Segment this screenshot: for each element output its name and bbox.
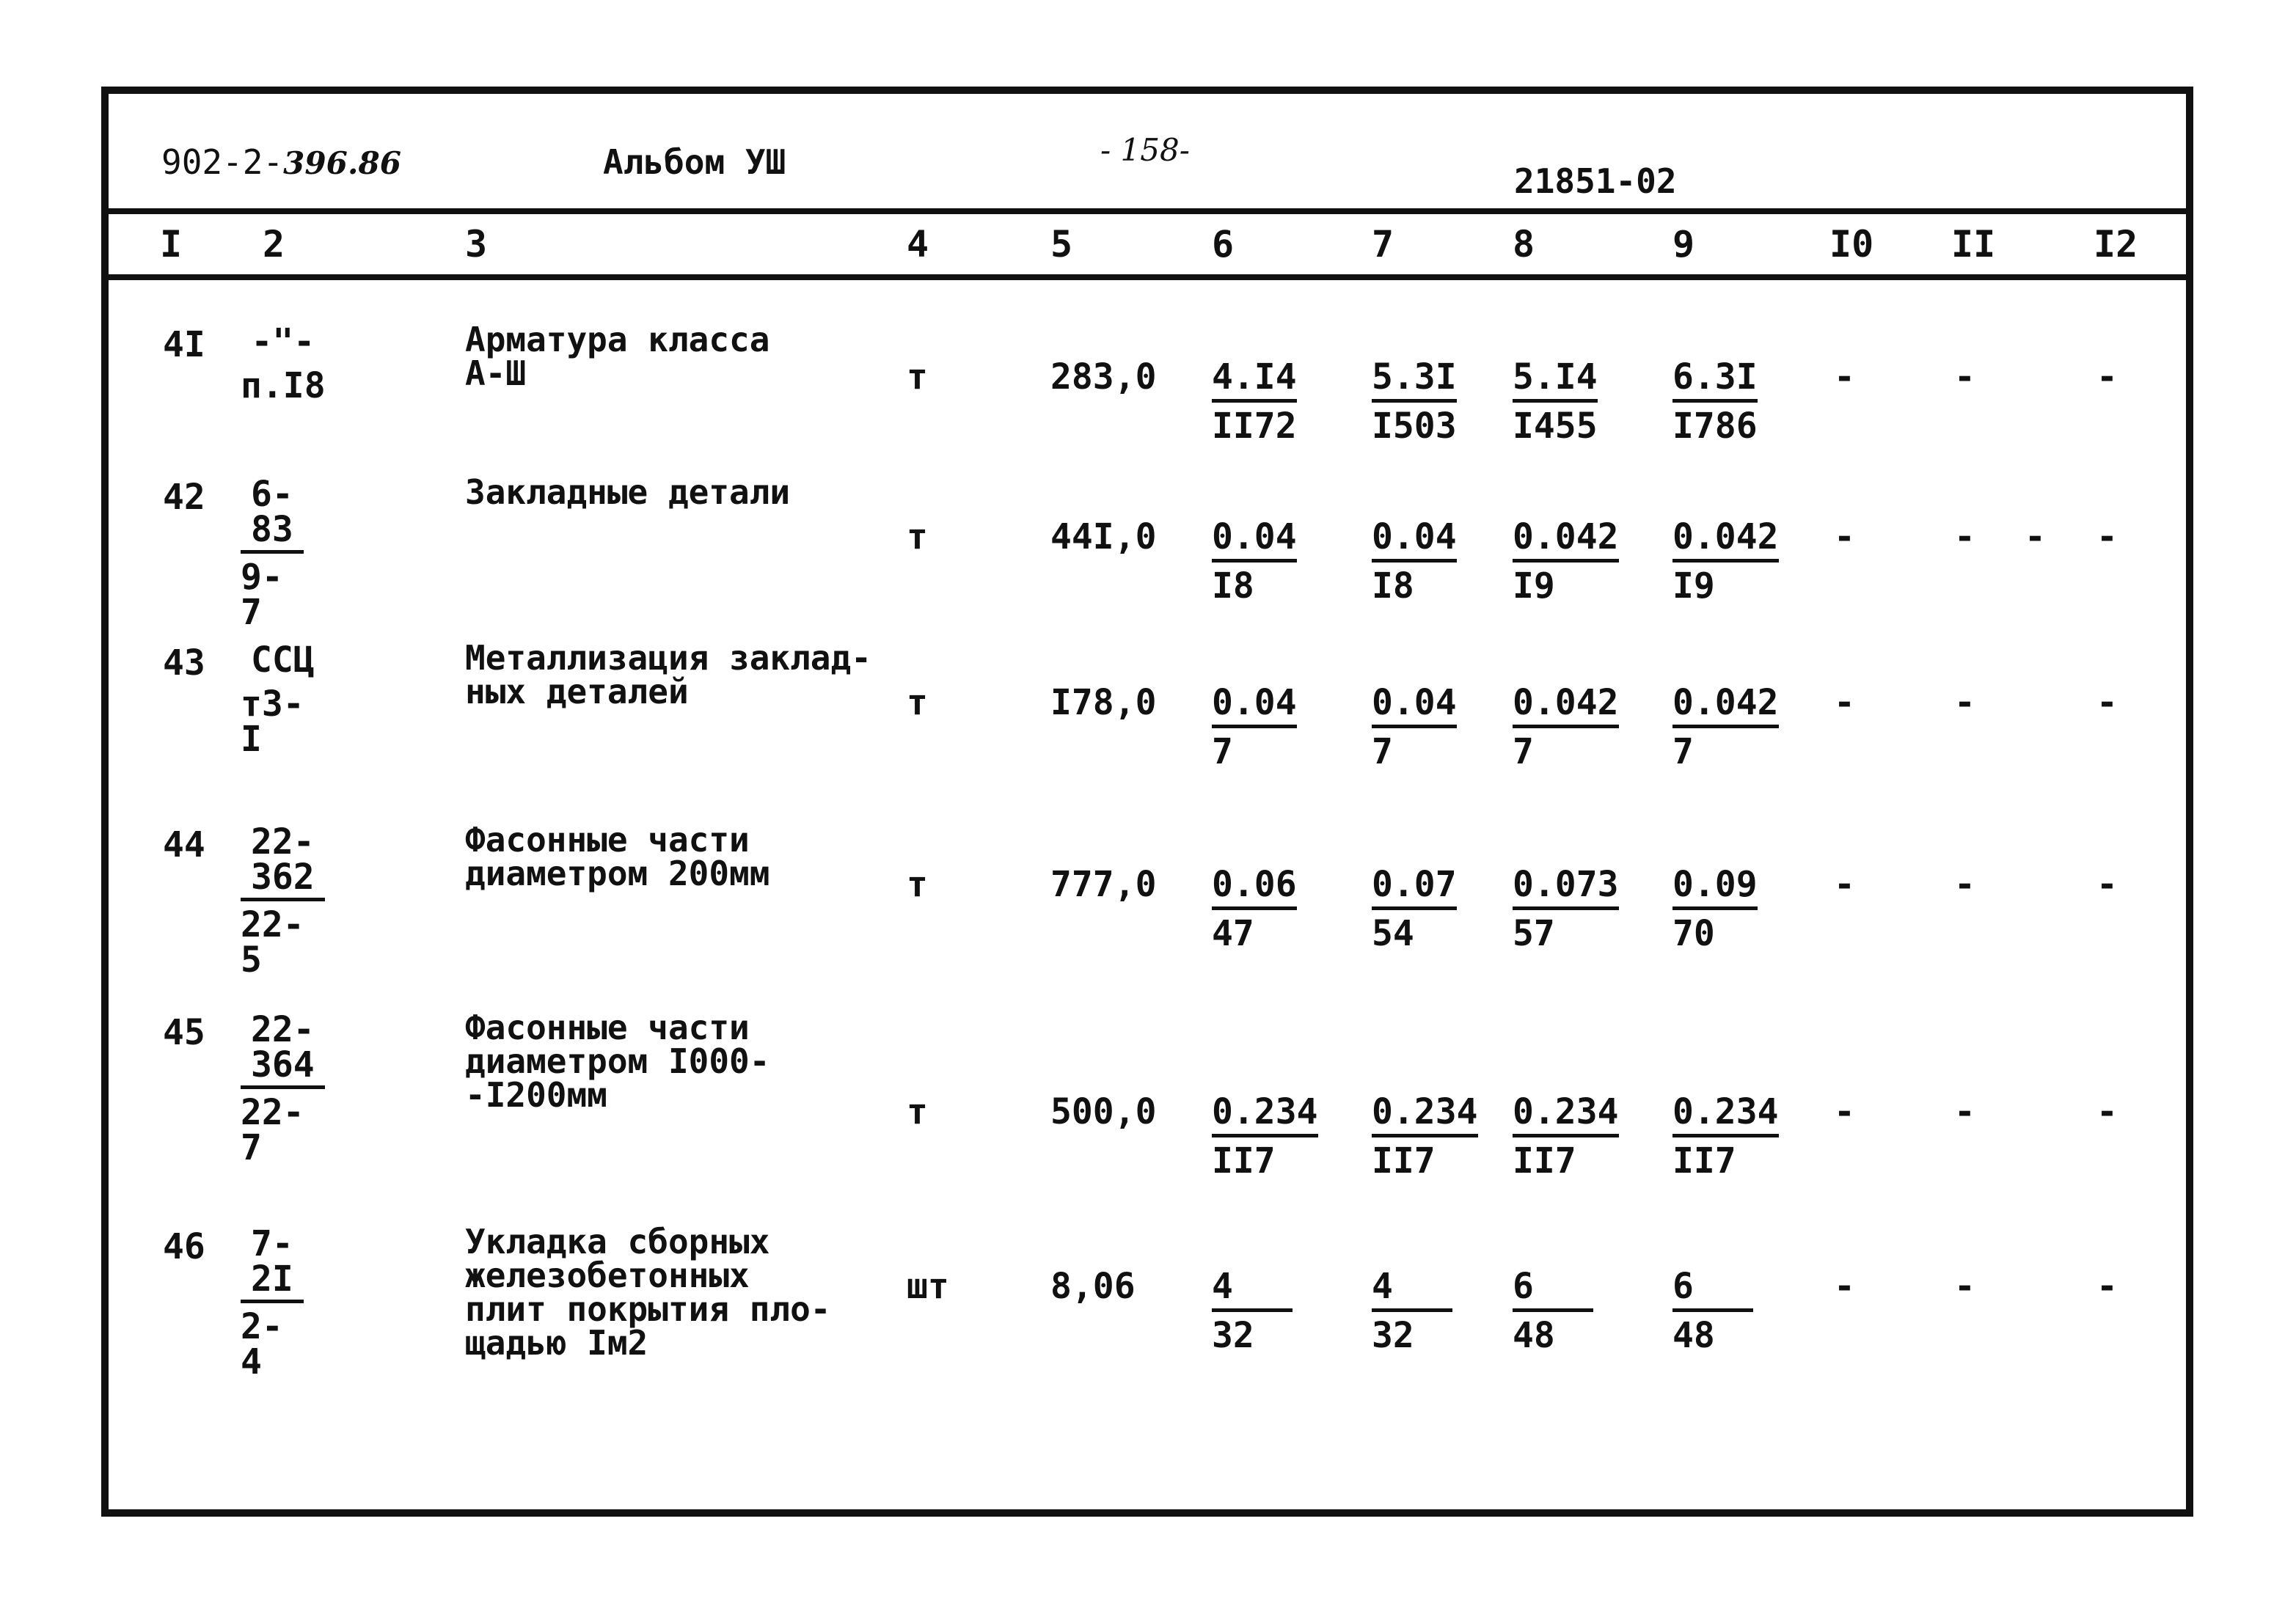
- project-code: 21851-02: [1514, 161, 1677, 201]
- value-fraction: [1212, 1091, 1318, 1181]
- value-denominator: 32: [1372, 1315, 1414, 1356]
- value-fraction: [1513, 356, 1598, 447]
- value-numerator: 5.I4: [1513, 359, 1598, 403]
- norm-code-top: 22-362: [241, 824, 325, 901]
- page-number: - 158-: [1100, 132, 1190, 168]
- value-numerator: 0.04: [1372, 519, 1457, 563]
- value-denominator: I8: [1372, 565, 1414, 607]
- norm-code: [241, 474, 304, 633]
- value-numerator: 4: [1372, 1269, 1452, 1312]
- value-denominator: I503: [1372, 406, 1457, 447]
- unit: шт: [907, 1266, 949, 1307]
- empty-cell-dash: -: [2096, 1091, 2118, 1132]
- value-fraction: [1513, 864, 1619, 954]
- empty-cell-dash: -: [1834, 356, 1855, 397]
- value-denominator: 7: [1672, 731, 1694, 772]
- value-fraction: [1513, 1091, 1619, 1181]
- unit-price: I78,0: [1050, 682, 1157, 723]
- value-numerator: 0.042: [1513, 519, 1619, 563]
- norm-code: [241, 821, 325, 981]
- value-denominator: 32: [1212, 1315, 1254, 1356]
- doc-suffix: 396.86: [283, 145, 401, 181]
- value-numerator: 0.234: [1672, 1094, 1779, 1137]
- value-denominator: 7: [1372, 731, 1393, 772]
- value-numerator: 4: [1212, 1269, 1293, 1312]
- value-fraction: [1513, 1266, 1593, 1356]
- value-fraction: [1672, 1266, 1753, 1356]
- value-denominator: I455: [1513, 406, 1598, 447]
- value-numerator: 6: [1513, 1269, 1593, 1312]
- row-number: 42: [163, 477, 205, 518]
- value-fraction: [1513, 516, 1619, 607]
- norm-code-bottom: 2-4: [241, 1306, 283, 1382]
- row-number: 4I: [163, 324, 205, 365]
- norm-code: [241, 1223, 304, 1382]
- value-fraction: [1372, 864, 1457, 954]
- value-fraction: [1212, 356, 1297, 447]
- empty-cell-dash: -: [2096, 516, 2118, 557]
- column-header: 2: [263, 223, 285, 265]
- unit: т: [907, 516, 928, 557]
- column-header: 9: [1672, 223, 1695, 265]
- norm-code: [241, 321, 326, 406]
- work-description: Арматура класса А-Ш: [465, 320, 770, 393]
- column-header: 5: [1050, 223, 1073, 265]
- value-numerator: 0.042: [1513, 685, 1619, 728]
- unit: т: [907, 1091, 928, 1132]
- value-fraction: [1212, 516, 1297, 607]
- work-description: Фасонные части диаметром I000- -I200мм: [465, 1008, 770, 1115]
- value-denominator: I9: [1672, 565, 1715, 607]
- norm-code: [241, 1009, 325, 1168]
- value-numerator: 0.06: [1212, 867, 1297, 910]
- unit-price: 8,06: [1050, 1266, 1136, 1307]
- norm-code-bottom: т3-I: [241, 684, 304, 760]
- column-header: 4: [907, 223, 929, 265]
- column-header: 7: [1372, 223, 1394, 265]
- value-fraction: [1672, 1091, 1779, 1181]
- value-fraction: [1372, 1266, 1452, 1356]
- work-description: Металлизация заклад- ных деталей: [465, 638, 871, 711]
- empty-cell-dash: -: [1954, 1266, 1975, 1307]
- value-denominator: II7: [1372, 1140, 1436, 1181]
- unit: т: [907, 864, 928, 905]
- empty-cell-dash: -: [1954, 1091, 1975, 1132]
- empty-cell-dash: -: [1954, 682, 1975, 723]
- empty-cell-dash: -: [1954, 516, 1975, 557]
- value-fraction: [1672, 356, 1758, 447]
- norm-code-top: -"-: [251, 321, 315, 362]
- value-denominator: 7: [1212, 731, 1233, 772]
- value-numerator: 0.04: [1212, 685, 1297, 728]
- norm-code-bottom: 22-5: [241, 904, 304, 981]
- unit-price: 283,0: [1050, 356, 1157, 397]
- value-denominator: I8: [1212, 565, 1254, 607]
- empty-cell-dash: -: [2096, 356, 2118, 397]
- empty-cell-dash: -: [1834, 516, 1855, 557]
- header-rule: [109, 208, 2193, 214]
- empty-cell-dash: -: [1834, 864, 1855, 905]
- value-numerator: 0.07: [1372, 867, 1457, 910]
- doc-prefix: 902-2-: [161, 142, 284, 182]
- value-numerator: 0.234: [1513, 1094, 1619, 1137]
- value-numerator: 5.3I: [1372, 359, 1457, 403]
- value-numerator: 0.042: [1672, 519, 1779, 563]
- value-denominator: I9: [1513, 565, 1555, 607]
- column-header: 6: [1212, 223, 1235, 265]
- column-header: I2: [2094, 223, 2138, 265]
- norm-code-top: 7-2I: [241, 1226, 304, 1303]
- column-header: I: [160, 223, 183, 265]
- value-fraction: [1212, 682, 1297, 772]
- value-numerator: 0.09: [1672, 867, 1758, 910]
- work-description: Укладка сборных железобетонных плит покрытия пло- щадью Iм2: [465, 1222, 831, 1363]
- value-denominator: 70: [1672, 913, 1715, 954]
- value-numerator: 4.I4: [1212, 359, 1297, 403]
- column-rule: [109, 274, 2193, 280]
- row-number: 46: [163, 1226, 205, 1267]
- doc-number: [161, 142, 401, 182]
- value-numerator: 0.234: [1212, 1094, 1318, 1137]
- column-header: II: [1951, 223, 1996, 265]
- norm-code-bottom: 22-7: [241, 1092, 304, 1168]
- empty-cell-dash: -: [2025, 516, 2046, 557]
- value-fraction: [1372, 682, 1457, 772]
- value-denominator: I786: [1672, 406, 1758, 447]
- column-header: 3: [465, 223, 488, 265]
- unit-price: 777,0: [1050, 864, 1157, 905]
- value-denominator: 7: [1513, 731, 1534, 772]
- value-denominator: II7: [1672, 1140, 1736, 1181]
- value-fraction: [1372, 516, 1457, 607]
- value-denominator: 48: [1513, 1315, 1555, 1356]
- row-number: 45: [163, 1012, 205, 1053]
- work-description: Закладные детали: [465, 472, 791, 512]
- empty-cell-dash: -: [1834, 682, 1855, 723]
- empty-cell-dash: -: [2096, 682, 2118, 723]
- empty-cell-dash: -: [1834, 1266, 1855, 1307]
- column-header: 8: [1513, 223, 1535, 265]
- value-denominator: II7: [1513, 1140, 1576, 1181]
- value-numerator: 0.042: [1672, 685, 1779, 728]
- value-fraction: [1672, 864, 1758, 954]
- empty-cell-dash: -: [2096, 1266, 2118, 1307]
- value-denominator: II7: [1212, 1140, 1276, 1181]
- unit-price: 500,0: [1050, 1091, 1157, 1132]
- row-number: 44: [163, 824, 205, 865]
- value-numerator: 0.234: [1372, 1094, 1478, 1137]
- norm-code-top: 22-364: [241, 1012, 325, 1089]
- row-number: 43: [163, 642, 205, 684]
- value-denominator: 54: [1372, 913, 1414, 954]
- empty-cell-dash: -: [2096, 864, 2118, 905]
- norm-code: [241, 640, 325, 760]
- unit: т: [907, 682, 928, 723]
- value-fraction: [1212, 1266, 1293, 1356]
- empty-cell-dash: -: [1954, 864, 1975, 905]
- work-description: Фасонные части диаметром 200мм: [465, 820, 770, 893]
- album-title: Альбом УШ: [603, 142, 786, 182]
- value-fraction: [1672, 516, 1779, 607]
- value-fraction: [1372, 356, 1457, 447]
- norm-code-top: 6-83: [241, 477, 304, 554]
- unit: т: [907, 356, 928, 397]
- value-fraction: [1212, 864, 1297, 954]
- value-numerator: 6.3I: [1672, 359, 1758, 403]
- empty-cell-dash: -: [1954, 356, 1975, 397]
- value-numerator: 6: [1672, 1269, 1753, 1312]
- page-frame: [101, 87, 2193, 1517]
- value-denominator: 57: [1513, 913, 1555, 954]
- value-fraction: [1672, 682, 1779, 772]
- unit-price: 44I,0: [1050, 516, 1157, 557]
- column-header: I0: [1829, 223, 1874, 265]
- value-denominator: II72: [1212, 406, 1297, 447]
- value-denominator: 48: [1672, 1315, 1715, 1356]
- norm-code-bottom: 9-7: [241, 557, 283, 633]
- norm-code-bottom: п.I8: [241, 365, 326, 406]
- value-numerator: 0.073: [1513, 867, 1619, 910]
- empty-cell-dash: -: [1834, 1091, 1855, 1132]
- norm-code-top: ССЦ: [251, 640, 315, 681]
- value-numerator: 0.04: [1212, 519, 1297, 563]
- value-numerator: 0.04: [1372, 685, 1457, 728]
- value-fraction: [1513, 682, 1619, 772]
- value-denominator: 47: [1212, 913, 1254, 954]
- value-fraction: [1372, 1091, 1478, 1181]
